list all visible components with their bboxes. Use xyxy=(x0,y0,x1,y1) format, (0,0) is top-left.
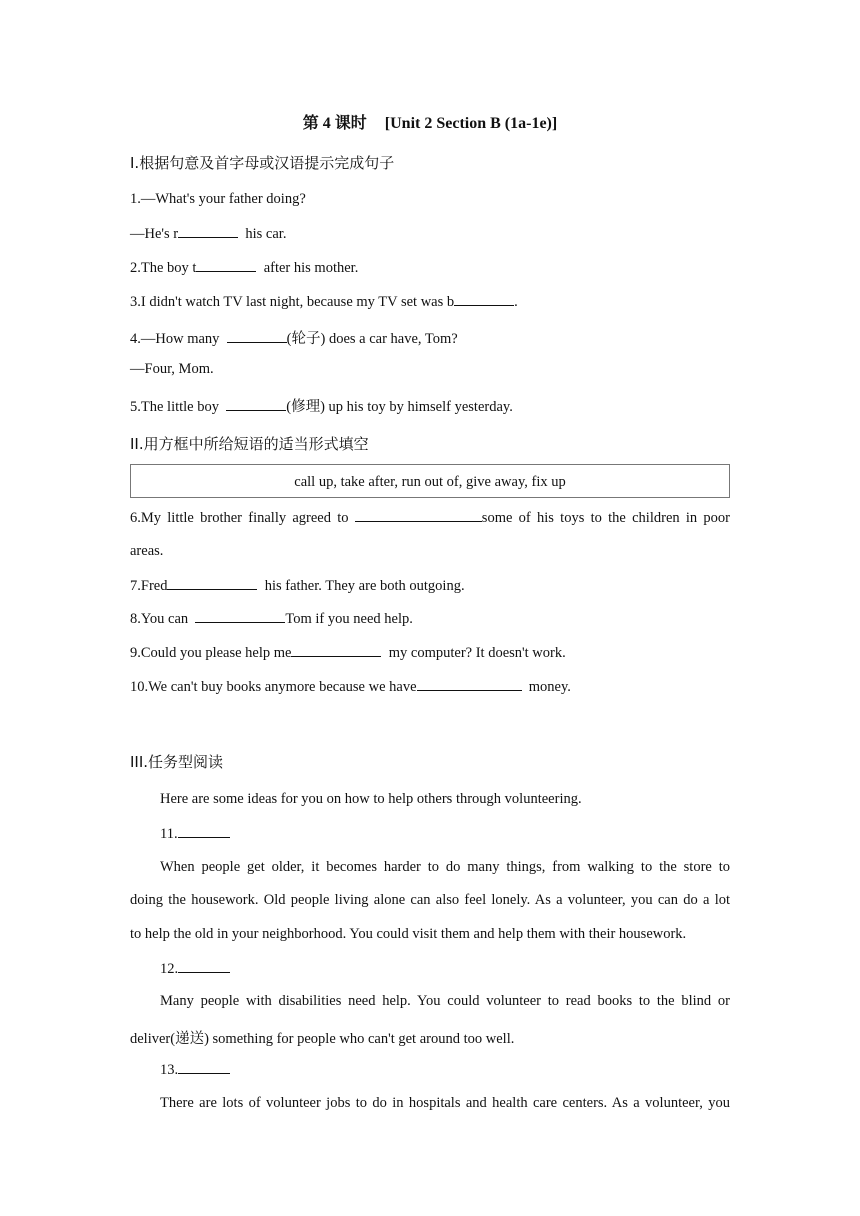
answer-blank[interactable] xyxy=(454,293,514,306)
answer-blank[interactable] xyxy=(355,509,482,522)
answer-blank[interactable] xyxy=(196,259,256,272)
answer-blank[interactable] xyxy=(167,577,257,590)
unit-title: [Unit 2 Section B (1a-1e)] xyxy=(384,115,558,132)
question-9: 9.Could you please help me my computer? It doesn't work. xyxy=(130,645,566,661)
answer-blank[interactable] xyxy=(227,330,287,343)
paragraph-1-line-2: doing the housework. Old people living alone can also feel lonely. As a volunteer, you can do a lot xyxy=(130,892,730,908)
paragraph-2-line-1: Many people with disabilities need help. You could volunteer to read books to the blind or xyxy=(160,993,730,1009)
paragraph-1-line-3: to help the old in your neighborhood. You could visit them and help them with their housework. xyxy=(130,926,687,942)
answer-blank[interactable] xyxy=(178,825,230,838)
question-10: 10.We can't buy books anymore because we have money. xyxy=(130,679,571,695)
answer-blank[interactable] xyxy=(417,678,522,691)
question-6-continued: areas. xyxy=(130,543,164,559)
paragraph-3-line-1: There are lots of volunteer jobs to do in hospitals and health care centers. As a volunteer, you xyxy=(160,1095,730,1111)
page-title xyxy=(0,110,860,133)
section-2-heading: II.用方框中所给短语的适当形式填空 xyxy=(130,435,369,453)
question-2: 2.The boy t after his mother. xyxy=(130,260,359,276)
question-7: 7.Fred his father. They are both outgoing. xyxy=(130,578,465,594)
question-11: 11. xyxy=(160,825,230,843)
question-6: 6.My little brother finally agreed to some of his toys to the children in poor xyxy=(130,510,731,526)
question-1-line-1: 1.—What's your father doing? xyxy=(130,191,306,207)
answer-blank[interactable] xyxy=(226,398,286,411)
paragraph-2-line-2: deliver(递送) something for people who can't get around too well. xyxy=(130,1031,515,1047)
answer-blank[interactable] xyxy=(291,644,381,657)
section-3-heading: III.任务型阅读 xyxy=(130,753,224,771)
question-5: 5.The little boy (修理) up his toy by himself yesterday. xyxy=(130,399,513,415)
answer-blank[interactable] xyxy=(178,225,238,238)
question-4-answer: —Four, Mom. xyxy=(130,361,214,377)
answer-blank[interactable] xyxy=(178,960,230,973)
question-1-line-2: —He's r his car. xyxy=(130,226,287,242)
question-4: 4.—How many (轮子) does a car have, Tom? xyxy=(130,331,458,347)
question-8: 8.You can Tom if you need help. xyxy=(130,611,413,627)
answer-blank[interactable] xyxy=(195,610,285,623)
question-3: 3.I didn't watch TV last night, because my TV set was b . xyxy=(130,294,518,310)
word-box: call up, take after, run out of, give away, fix up xyxy=(130,464,730,498)
question-12: 12. xyxy=(160,960,230,978)
lesson-number: 第 4 课时 xyxy=(302,115,367,132)
paragraph-1-line-1: When people get older, it becomes harder to do many things, from walking to the store to xyxy=(160,859,730,875)
reading-intro: Here are some ideas for you on how to help others through volunteering. xyxy=(160,791,582,807)
answer-blank[interactable] xyxy=(178,1061,230,1074)
section-1-heading: I.根据句意及首字母或汉语提示完成句子 xyxy=(130,154,395,172)
question-13: 13. xyxy=(160,1061,230,1079)
